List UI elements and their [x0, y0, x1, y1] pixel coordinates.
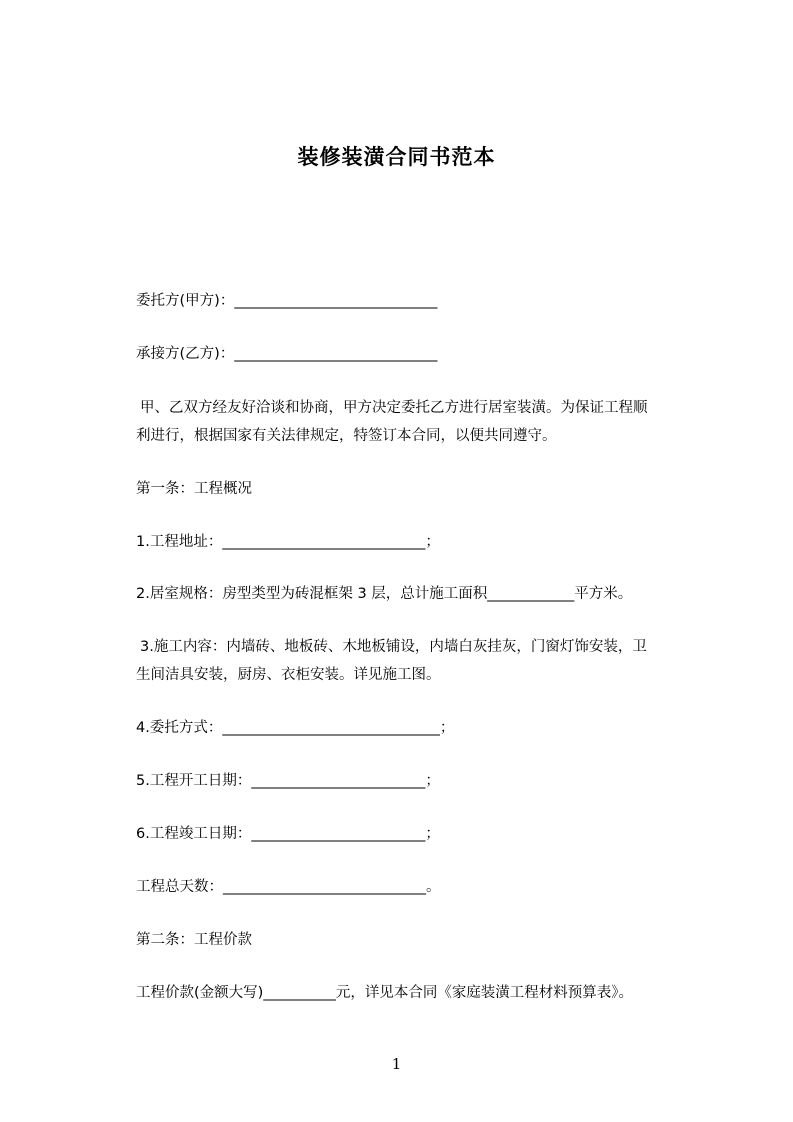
item-3-line-2: 生间洁具安装，厨房、衣柜安装。详见施工图。	[136, 667, 441, 683]
item-2-room-spec: 2.居室规格：房型类型为砖混框架 3 层，总计施工面积____________平方米。	[136, 586, 633, 602]
article-1-heading: 第一条：工程概况	[136, 481, 252, 497]
party-b-line: 承接方(乙方)：____________________________	[136, 346, 438, 362]
price-line: 工程价款(金额大写)__________元，详见本合同《家庭装潢工程材料预算表》。	[136, 985, 634, 1001]
item-1-address: 1.工程地址：____________________________；	[136, 534, 440, 550]
item-5-start-date: 5.工程开工日期：________________________；	[136, 773, 440, 789]
party-a-line: 委托方(甲方)：____________________________	[136, 293, 438, 309]
item-4-method: 4.委托方式：______________________________；	[136, 720, 455, 736]
page-number: 1	[391, 1055, 402, 1073]
item-6-end-date: 6.工程竣工日期：________________________；	[136, 826, 440, 842]
intro-line-1: 甲、乙双方经友好洽谈和协商，甲方决定委托乙方进行居室装潢。为保证工程顺	[140, 400, 648, 416]
document-title: 装修装潢合同书范本	[297, 145, 496, 169]
intro-line-2: 利进行，根据国家有关法律规定，特签订本合同，以便共同遵守。	[136, 428, 557, 444]
article-2-heading: 第二条：工程价款	[136, 932, 252, 948]
item-3-line-1: 3.施工内容：内墙砖、地板砖、木地板铺设，内墙白灰挂灰，门窗灯饰安装，卫	[140, 639, 647, 655]
total-days-line: 工程总天数：____________________________。	[136, 879, 441, 895]
